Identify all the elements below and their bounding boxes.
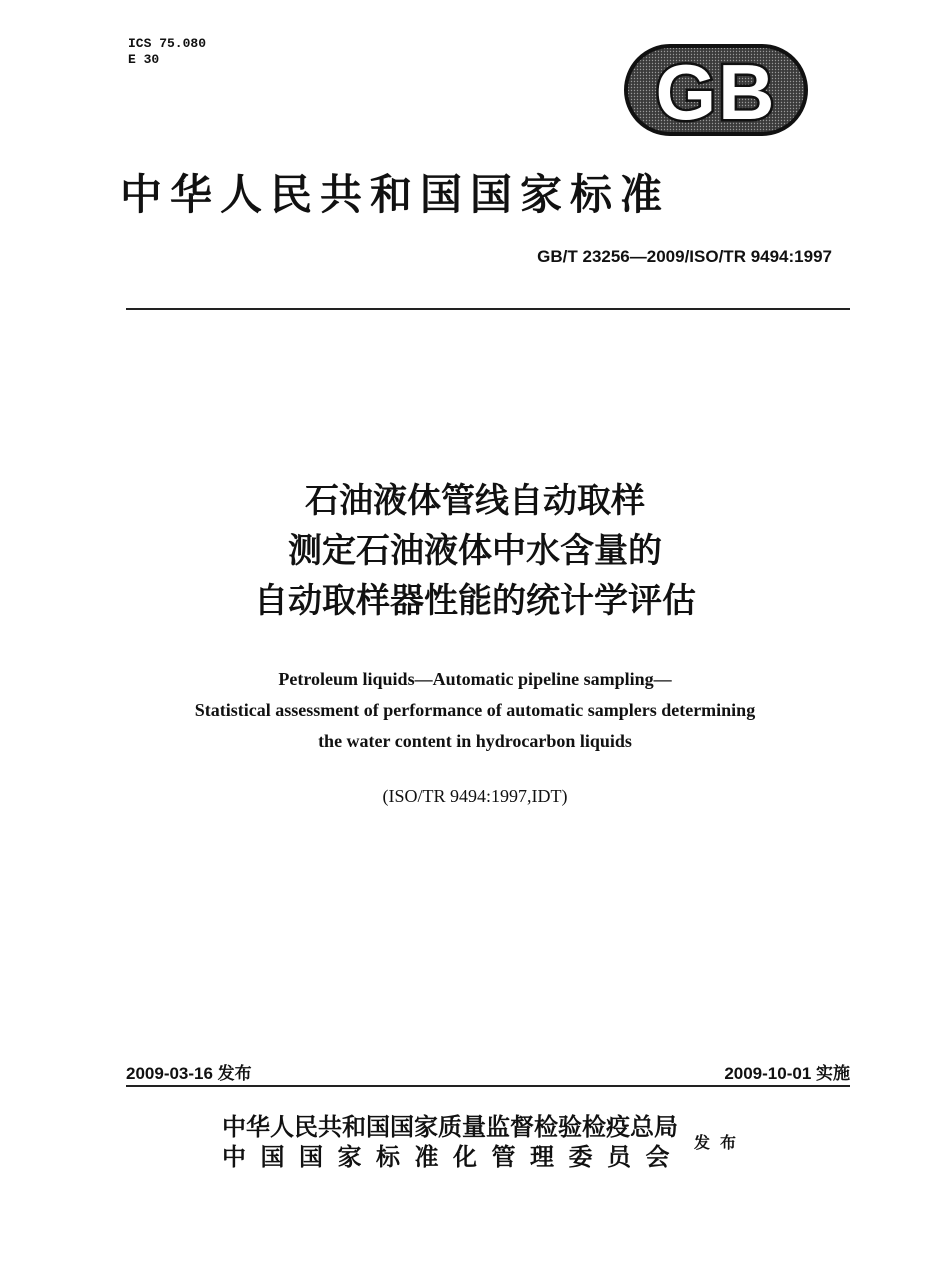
issue-date: 2009-03-16 发布 (126, 1064, 252, 1083)
gb-logo (624, 44, 808, 136)
chinese-title-line: 测定石油液体中水含量的 (288, 531, 662, 571)
top-divider (126, 308, 850, 310)
ccs-code: E 30 (128, 52, 160, 67)
chinese-title-line: 自动取样器性能的统计学评估 (254, 581, 696, 621)
bottom-divider (126, 1085, 850, 1087)
publish-label: 发布 (694, 1133, 747, 1152)
issuer-line: 中国国家标准化管理委员会 (222, 1142, 684, 1171)
chinese-title-line: 石油液体管线自动取样 (305, 481, 645, 521)
issuer-line: 中华人民共和国国家质量监督检验检疫总局 (222, 1112, 678, 1141)
english-title (0, 664, 950, 757)
issuing-authorities (222, 1112, 684, 1172)
standard-number: GB/T 23256—2009/ISO/TR 9494:1997 (537, 247, 832, 266)
iso-reference: (ISO/TR 9494:1997,IDT) (382, 786, 568, 806)
chinese-title (0, 476, 950, 626)
implementation-date: 2009-10-01 实施 (724, 1064, 850, 1083)
ics-code: ICS 75.080 (128, 36, 207, 51)
english-title-line: Petroleum liquids—Automatic pipeline sampling— (278, 669, 672, 689)
gb-logo-text: GB (655, 48, 777, 136)
english-title-line: Statistical assessment of performance of automatic samplers determining (194, 700, 756, 720)
english-title-line: the water content in hydrocarbon liquids (318, 731, 632, 751)
national-standard-title: 中华人民共和国国家标准 (120, 170, 671, 219)
classification-codes (128, 36, 206, 68)
